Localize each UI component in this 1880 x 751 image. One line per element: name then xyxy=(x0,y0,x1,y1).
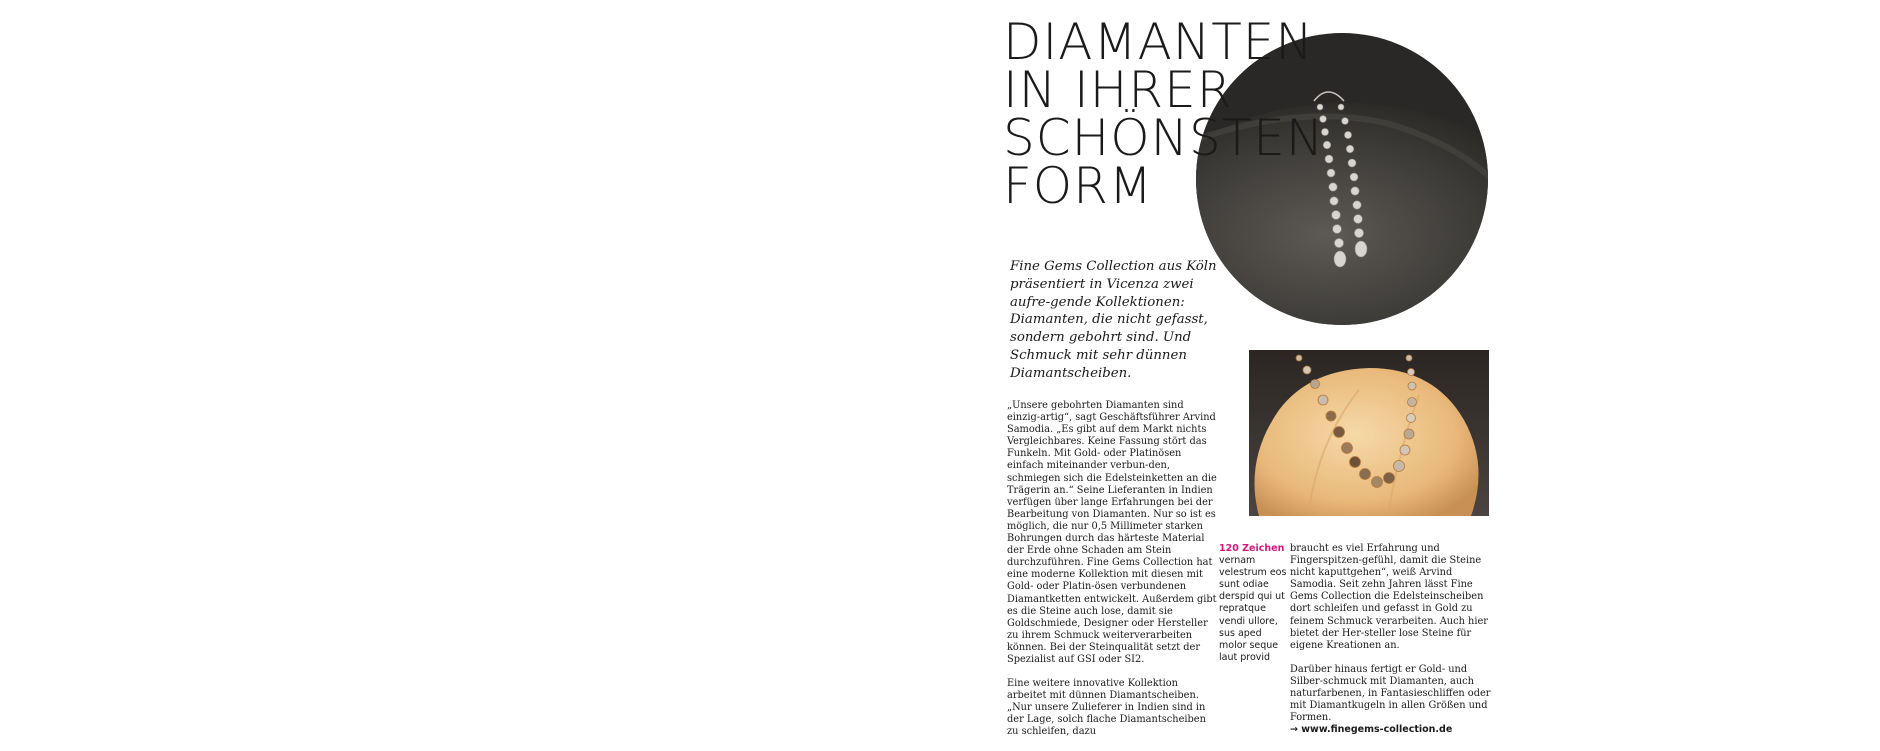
website-link[interactable]: → www.finegems-collection.de xyxy=(1290,724,1453,736)
lead-paragraph: Fine Gems Collection aus Köln präsentiert in Vicenza zwei aufre-gende Kollektionen: Diamanten, die nicht gefasst, sondern gebohrt sind. Und Schmuck mit sehr dünnen Diamantscheiben. xyxy=(1010,259,1217,381)
body-paragraph: „Unsere gebohrten Diamanten sind einzig-artig“, sagt Geschäftsführer Arvind Samodia. „Es gibt auf dem Markt nichts Vergleichbares. Keine Fassung stört das Funkeln. Mit Gold- oder Platinösen einfach miteinander verbun-den, schmiegen sich die Edelsteinketten an die Trägerin an.“ Seine Lieferanten in Indien verfügen über lange Erfahrungen bei der Bearbeitung von Diamanten. Nur so ist es möglich, die nur 0,5 Millimeter starken Bohrungen durch das härteste Material der Erde ohne Schaden am Stein durchzuführen. Fine Gems Collection hat eine moderne Kollektion mit diesen mit Gold- oder Platin-ösen verbundenen Diamantketten entwickelt. Außerdem gibt es die Steine auch lose, damit sie Goldschmiede, Designer oder Hersteller zu ihrem Schmuck weiterverarbeiten können. Bei der Steinqualität setzt der Spezialist auf GSI oder SI2. xyxy=(1007,400,1217,665)
placeholder-text: vernam velestrum eos sunt odiae derspid qui ut repratque vendi ullore, sus aped molor seque laut provid xyxy=(1219,555,1287,663)
body-column-1 xyxy=(1007,400,1219,751)
necklace-on-shell-image xyxy=(1249,350,1489,516)
necklace-photo xyxy=(1249,350,1489,516)
headline-line: FORM xyxy=(1003,157,1153,215)
headline-line: DIAMANTEN xyxy=(1003,13,1314,71)
body-paragraph: braucht es viel Erfahrung und Fingerspitzen-gefühl, damit die Steine nicht kaputtgehen“, weiß Arvind Samodia. Seit zehn Jahren lässt Fine Gems Collection die Edelsteinscheiben dort schleifen und gefasst in Gold zu feinem Schmuck verarbeiten. Auch hier bietet der Her-steller lose Steine für eigene Kreationen an. xyxy=(1290,543,1488,651)
headline-line: IN IHRER xyxy=(1003,61,1233,119)
body-paragraph: Eine weitere innovative Kollektion arbeitet mit dünnen Diamantscheiben. „Nur unsere Zulieferer in Indien sind in der Lage, solch flache Diamantscheiben zu schleifen, dazu xyxy=(1007,678,1206,738)
headline-line: SCHÖNSTEN xyxy=(1003,109,1325,167)
character-count-label: 120 Zeichen xyxy=(1219,543,1285,554)
placeholder-column xyxy=(1219,543,1287,664)
headline xyxy=(1003,13,1363,215)
body-paragraph: Darüber hinaus fertigt er Gold- und Silber-schmuck mit Diamanten, auch naturfarbenen, in Fantasieschliffen oder mit Diamantkugeln in allen Größen und Formen. xyxy=(1290,663,1491,724)
body-column-3 xyxy=(1290,543,1496,736)
